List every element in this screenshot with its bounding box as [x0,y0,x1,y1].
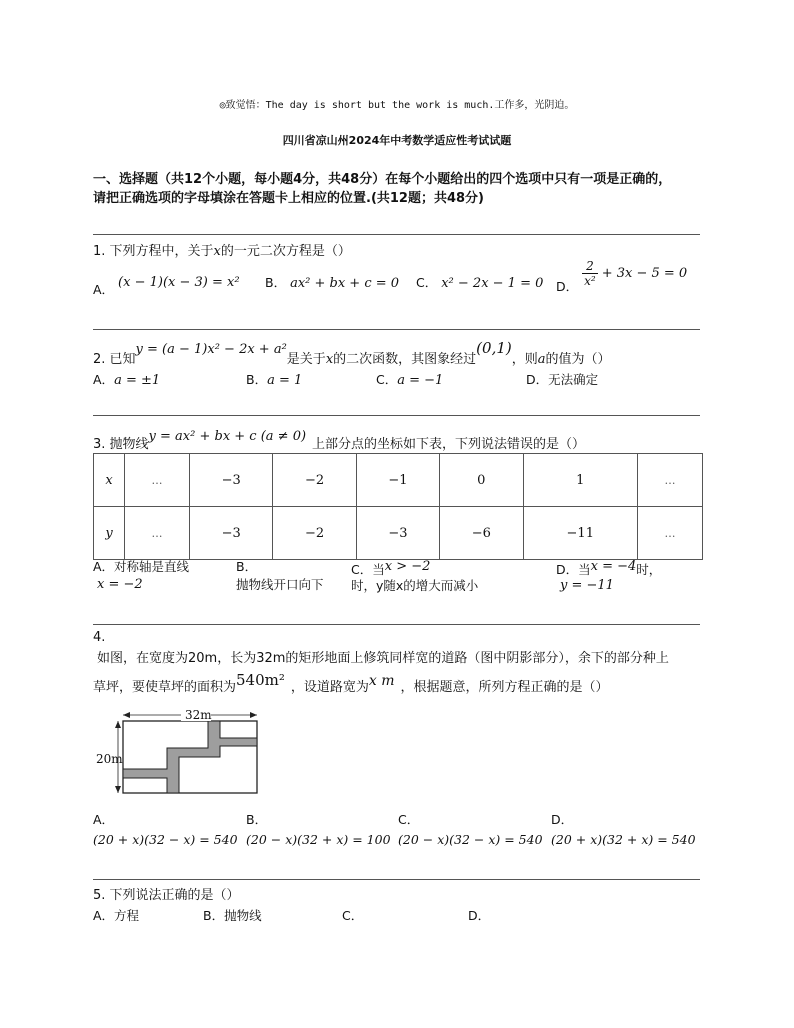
option-label: D． [556,279,579,294]
arrow-down-icon [115,786,121,793]
q1-stem [93,240,351,259]
option-label: B． [236,559,258,574]
table-row [94,507,703,560]
table-cell: −1 [356,454,439,507]
q1-a-math: (x − 1)(x − 3) = x² [118,275,240,290]
q1-option-a[interactable] [93,275,240,298]
q2-stem-tail2: 的值为（） [545,352,611,367]
q3-d-prefix: D．当 [556,562,591,577]
table-cell: −11 [523,507,638,560]
q4-stem-prefix: 草坪，要使草坪的面积为 [93,680,237,695]
q2-stem-var2: a [537,352,546,367]
q4-area: 540m² [236,671,285,689]
q5-option-b[interactable]: B．抛物线 [203,908,262,923]
q2-stem [93,338,611,367]
table-row [94,454,703,507]
option-label: C． [376,372,398,387]
q2-option-d[interactable]: D．无法确定 [526,372,599,387]
divider [93,329,700,330]
table-cell: … [125,507,190,560]
q4-stem-line1: 如图，在宽度为20m，长为32m的矩形地面上修筑同样宽的道路（图中阴影部分），余下的部分种上 [97,651,669,666]
table-cell: … [125,454,190,507]
figure-label-20m: 20m [96,752,123,766]
fraction-denominator: x² [584,274,596,288]
q3-option-b[interactable] [236,558,324,594]
option-label: D． [551,812,574,827]
q3-d-math2: y = −11 [560,578,614,593]
q4-stem-line2 [93,670,609,695]
q2-b-math: a = 1 [267,373,303,388]
q3-c-prefix: C．当 [351,562,385,577]
section-heading-line2: 请把正确选项的字母填涂在答题卡上相应的位置.(共12题；共48分) [93,191,485,206]
q2-stem-mid: 是关于 [286,352,326,367]
q1-d-math: + 3x − 5 = 0 [601,266,688,281]
option-label: A． [93,812,115,827]
q2-option-b[interactable] [246,370,302,388]
q1-option-b[interactable] [265,273,399,291]
q1-c-math: x² − 2x − 1 = 0 [441,276,544,291]
q3-a-math: x = −2 [97,577,143,592]
arrow-right-icon [250,712,257,718]
table-cell: −2 [273,454,356,507]
divider [93,624,700,625]
option-label: A． [93,372,115,387]
q4-number: 4. [93,630,106,645]
q4-d-math: (20 + x)(32 + x) = 540 [551,832,696,847]
q3-option-a[interactable] [93,558,189,594]
q5-stem: 5. 下列说法正确的是（） [93,888,240,903]
table-row-header: y [94,507,125,560]
q1-stem-var: x [213,244,221,259]
q3-option-d[interactable] [556,556,661,595]
table-cell: −3 [356,507,439,560]
table-cell: 0 [440,454,523,507]
divider [93,234,700,235]
q1-option-d[interactable] [556,259,688,294]
fraction-numerator: 2 [582,259,598,274]
page-title: 四川省凉山州2024年中考数学适应性考试试题 [282,134,512,147]
q2-stem-prefix: 2. 已知 [93,352,136,367]
table-cell: 1 [523,454,638,507]
q2-option-c[interactable] [376,370,443,388]
option-label: B． [265,275,287,290]
q4-option-a[interactable] [93,810,238,850]
q4-stem-suffix: ，根据题意，所列方程正确的是（） [400,680,609,695]
divider [93,415,700,416]
q4-width-var: x m [368,673,395,689]
q2-a-math: a = ±1 [114,373,161,388]
q3-stem [93,425,586,452]
q1-d-fraction [582,259,598,288]
q3-stem-prefix: 3. 抛物线 [93,437,149,452]
q4-option-c[interactable] [398,810,543,850]
q5-option-d[interactable]: D． [468,908,491,923]
q3-c-text: 时，y随x的增大而减小 [351,578,479,593]
q3-value-table [93,453,703,560]
motto-line: ◎致觉悟：The day is short but the work is much.工作多，光阴迫。 [219,100,575,111]
q1-stem-prefix: 1. 下列方程中，关于 [93,244,214,259]
q3-stem-suffix: 上部分点的坐标如下表，下列说法错误的是（） [312,437,586,452]
table-cell: −6 [440,507,523,560]
q3-c-math: x > −2 [384,559,431,574]
q1-option-c[interactable] [416,273,543,291]
q1-b-math: ax² + bx + c = 0 [290,276,400,291]
q4-c-math: (20 − x)(32 − x) = 540 [398,832,543,847]
arrow-up-icon [115,721,121,728]
arrow-left-icon [123,712,130,718]
table-cell: … [638,507,703,560]
q4-stem-mid: ，设道路宽为 [290,680,369,695]
option-label: C． [398,812,420,827]
q3-b-text: 抛物线开口向下 [236,577,324,592]
q2-stem-point: (0,1) [476,339,512,357]
q2-stem-var: x [325,352,334,367]
q5-option-c[interactable]: C． [342,908,364,923]
q2-option-a[interactable] [93,370,160,388]
q2-stem-math: y = (a − 1)x² − 2x + a² [135,342,287,357]
option-label: A． [93,282,115,297]
table-cell: −2 [273,507,356,560]
figure-label-32m: 32m [185,708,212,722]
q5-option-a[interactable]: A．方程 [93,908,140,923]
q4-figure [93,700,268,805]
option-label: C． [416,275,438,290]
q1-stem-suffix: 的一元二次方程是（） [220,244,351,259]
q4-option-d[interactable] [551,810,696,850]
q3-d-math: x = −4 [590,559,637,574]
q4-a-math: (20 + x)(32 − x) = 540 [93,832,238,847]
option-label: B． [246,812,268,827]
q2-stem-tail1: ，则 [511,352,538,367]
q2-stem-mid2: 的二次函数，其图象经过 [333,352,477,367]
q4-b-math: (20 − x)(32 + x) = 100 [246,832,391,847]
q3-stem-math: y = ax² + bx + c (a ≠ 0) [148,429,307,444]
option-label: B． [246,372,268,387]
divider [93,879,700,880]
q2-c-math: a = −1 [397,373,444,388]
q3-d-suffix: 时， [636,562,662,577]
table-cell: −3 [190,507,273,560]
q3-a-text: A．对称轴是直线 [93,559,190,574]
section-heading-line1: 一、选择题（共12个小题，每小题4分，共48分）在每个小题给出的四个选项中只有一项是正确的， [93,172,672,187]
q3-option-c[interactable] [351,556,478,595]
table-row-header: x [94,454,125,507]
table-cell: −3 [190,454,273,507]
q4-option-b[interactable] [246,810,391,850]
table-cell: … [638,454,703,507]
